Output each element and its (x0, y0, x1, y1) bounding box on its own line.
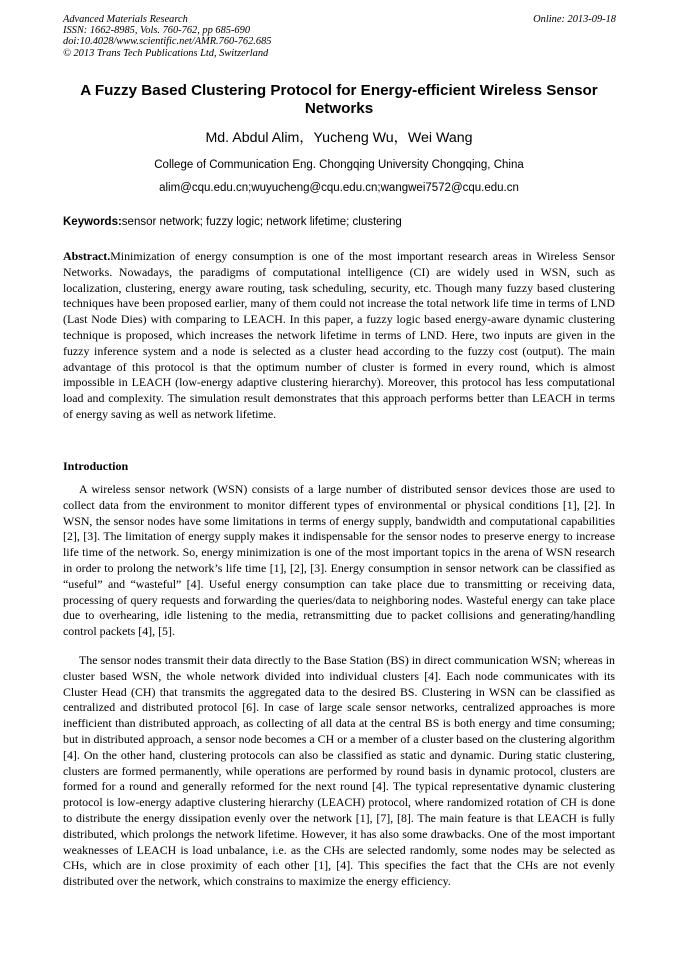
keywords-label: Keywords: (63, 216, 122, 228)
abstract-paragraph (63, 249, 615, 423)
author-affiliation: College of Communication Eng. Chongqing University Chongqing, China (154, 159, 524, 171)
keywords-line (63, 215, 615, 229)
journal-header (63, 14, 271, 59)
copyright-line: © 2013 Trans Tech Publications Ltd, Switzerland (63, 47, 269, 59)
paper-title: A Fuzzy Based Clustering Protocol for Energy-efficient Wireless Sensor Networks (80, 82, 598, 117)
intro-paragraph-1: A wireless sensor network (WSN) consists of a large number of distributed sensor devices those are used to collect data from the environment to monitor different types of environmental or physical conditions [1], [2]. In WSN, the sensor nodes have some limitations in terms of energy supply, bandwidth and computational capabilities [2], [3]. The limitation of energy supply makes it indispensable for the sensor nodes to preserve energy to increase life time of the network. So, energy minimization is one of the most important topics in the arena of WSN research in order to prolong the network’s life time [1], [2], [3]. Energy consumption in sensor network can be classified as “useful” and “wasteful” [4]. Useful energy consumption can take place due to transmitting or receiving data, processing of query requests and forwarding the queries/data to neighboring nodes. Wasteful energy can take place due to overhearing, idle listening to the media, retransmitting due to packet collisions and generating/handling control packets [4], [5]. (63, 482, 615, 639)
issn-line: ISSN: 1662-8985, Vols. 760-762, pp 685-690 (63, 25, 251, 37)
section-heading-introduction: Introduction (63, 459, 129, 473)
online-date: Online: 2013-09-18 (533, 14, 616, 25)
abstract-text: Minimization of energy consumption is one of the most important research areas in Wireless Sensor Networks. Nowadays, the paradigms of computational intelligence (CI) are widely used in WSN, such as localization, clustering, energy aware routing, task scheduling, security, etc. Though many fuzzy based clustering techniques have been proposed earlier, many of them could not increase the total network life time in terms of LND (Last Node Dies) with comparing to LEACH. In this paper, a fuzzy logic based energy-aware dynamic clustering technique is proposed, which increases the network lifetime in terms of LND. Here, two inputs are given in the fuzzy inference system and a node is selected as a cluster head according to the fuzzy cost (output). The main advantage of this protocol is that the optimum number of cluster is formed in every round, which is almost impossible in LEACH (low-energy adaptive clustering hierarchy). Moreover, this protocol has less computational load and complexity. The simulation result demonstrates that this approach performs better than LEACH in terms of energy saving as well as network lifetime. (63, 249, 615, 421)
paper-authors: Md. Abdul Alim，Yucheng Wu，Wei Wang (205, 130, 473, 146)
doi-line: doi:10.4028/www.scientific.net/AMR.760-762.685 (63, 36, 272, 48)
author-emails: alim@cqu.edu.cn;wuyucheng@cqu.edu.cn;wangwei7572@cqu.edu.cn (159, 182, 519, 194)
journal-name: Advanced Materials Research (63, 14, 188, 25)
abstract-label: Abstract. (63, 249, 111, 263)
keywords-text: sensor network; fuzzy logic; network lifetime; clustering (121, 216, 402, 228)
intro-paragraph-2: The sensor nodes transmit their data directly to the Base Station (BS) in direct communication WSN; whereas in cluster based WSN, the whole network divided into individual clusters [4]. Each node communicates with its Cluster Head (CH) that transmits the aggregated data to the desired BS. Clustering in WSN can be classified as centralized and distributed protocol [6]. In case of large scale sensor networks, centralized approaches is more inefficient than distributed approach, as collecting of all data at the central BS is both energy and time consuming; but in distributed approach, a sensor node becomes a CH or a member of a cluster based on the clustering algorithm [4]. On the other hand, clustering protocols can also be classified as static and dynamic. During static clustering, clusters are formed permanently, while operations are performed by round basis in dynamic protocol, clusters are formed for a round and generally reformed for the next round [4]. The typical representative dynamic clustering protocol is low-energy adaptive clustering hierarchy (LEACH) protocol, where randomized rotation of CH is done to distribute the energy dissipation evenly over the network [1], [7], [8]. The main feature is that LEACH is fully distributed, which prolongs the network lifetime. However, it has also some drawbacks. One of the most important weaknesses of LEACH is load unbalance, i.e. as the CHs are selected randomly, some nodes may be selected as CHs, which are in close proximity of each other [1], [4]. This specifies the fact that the CHs are not evenly distributed over the network, which constrains to maximize the energy efficiency. (63, 653, 615, 889)
